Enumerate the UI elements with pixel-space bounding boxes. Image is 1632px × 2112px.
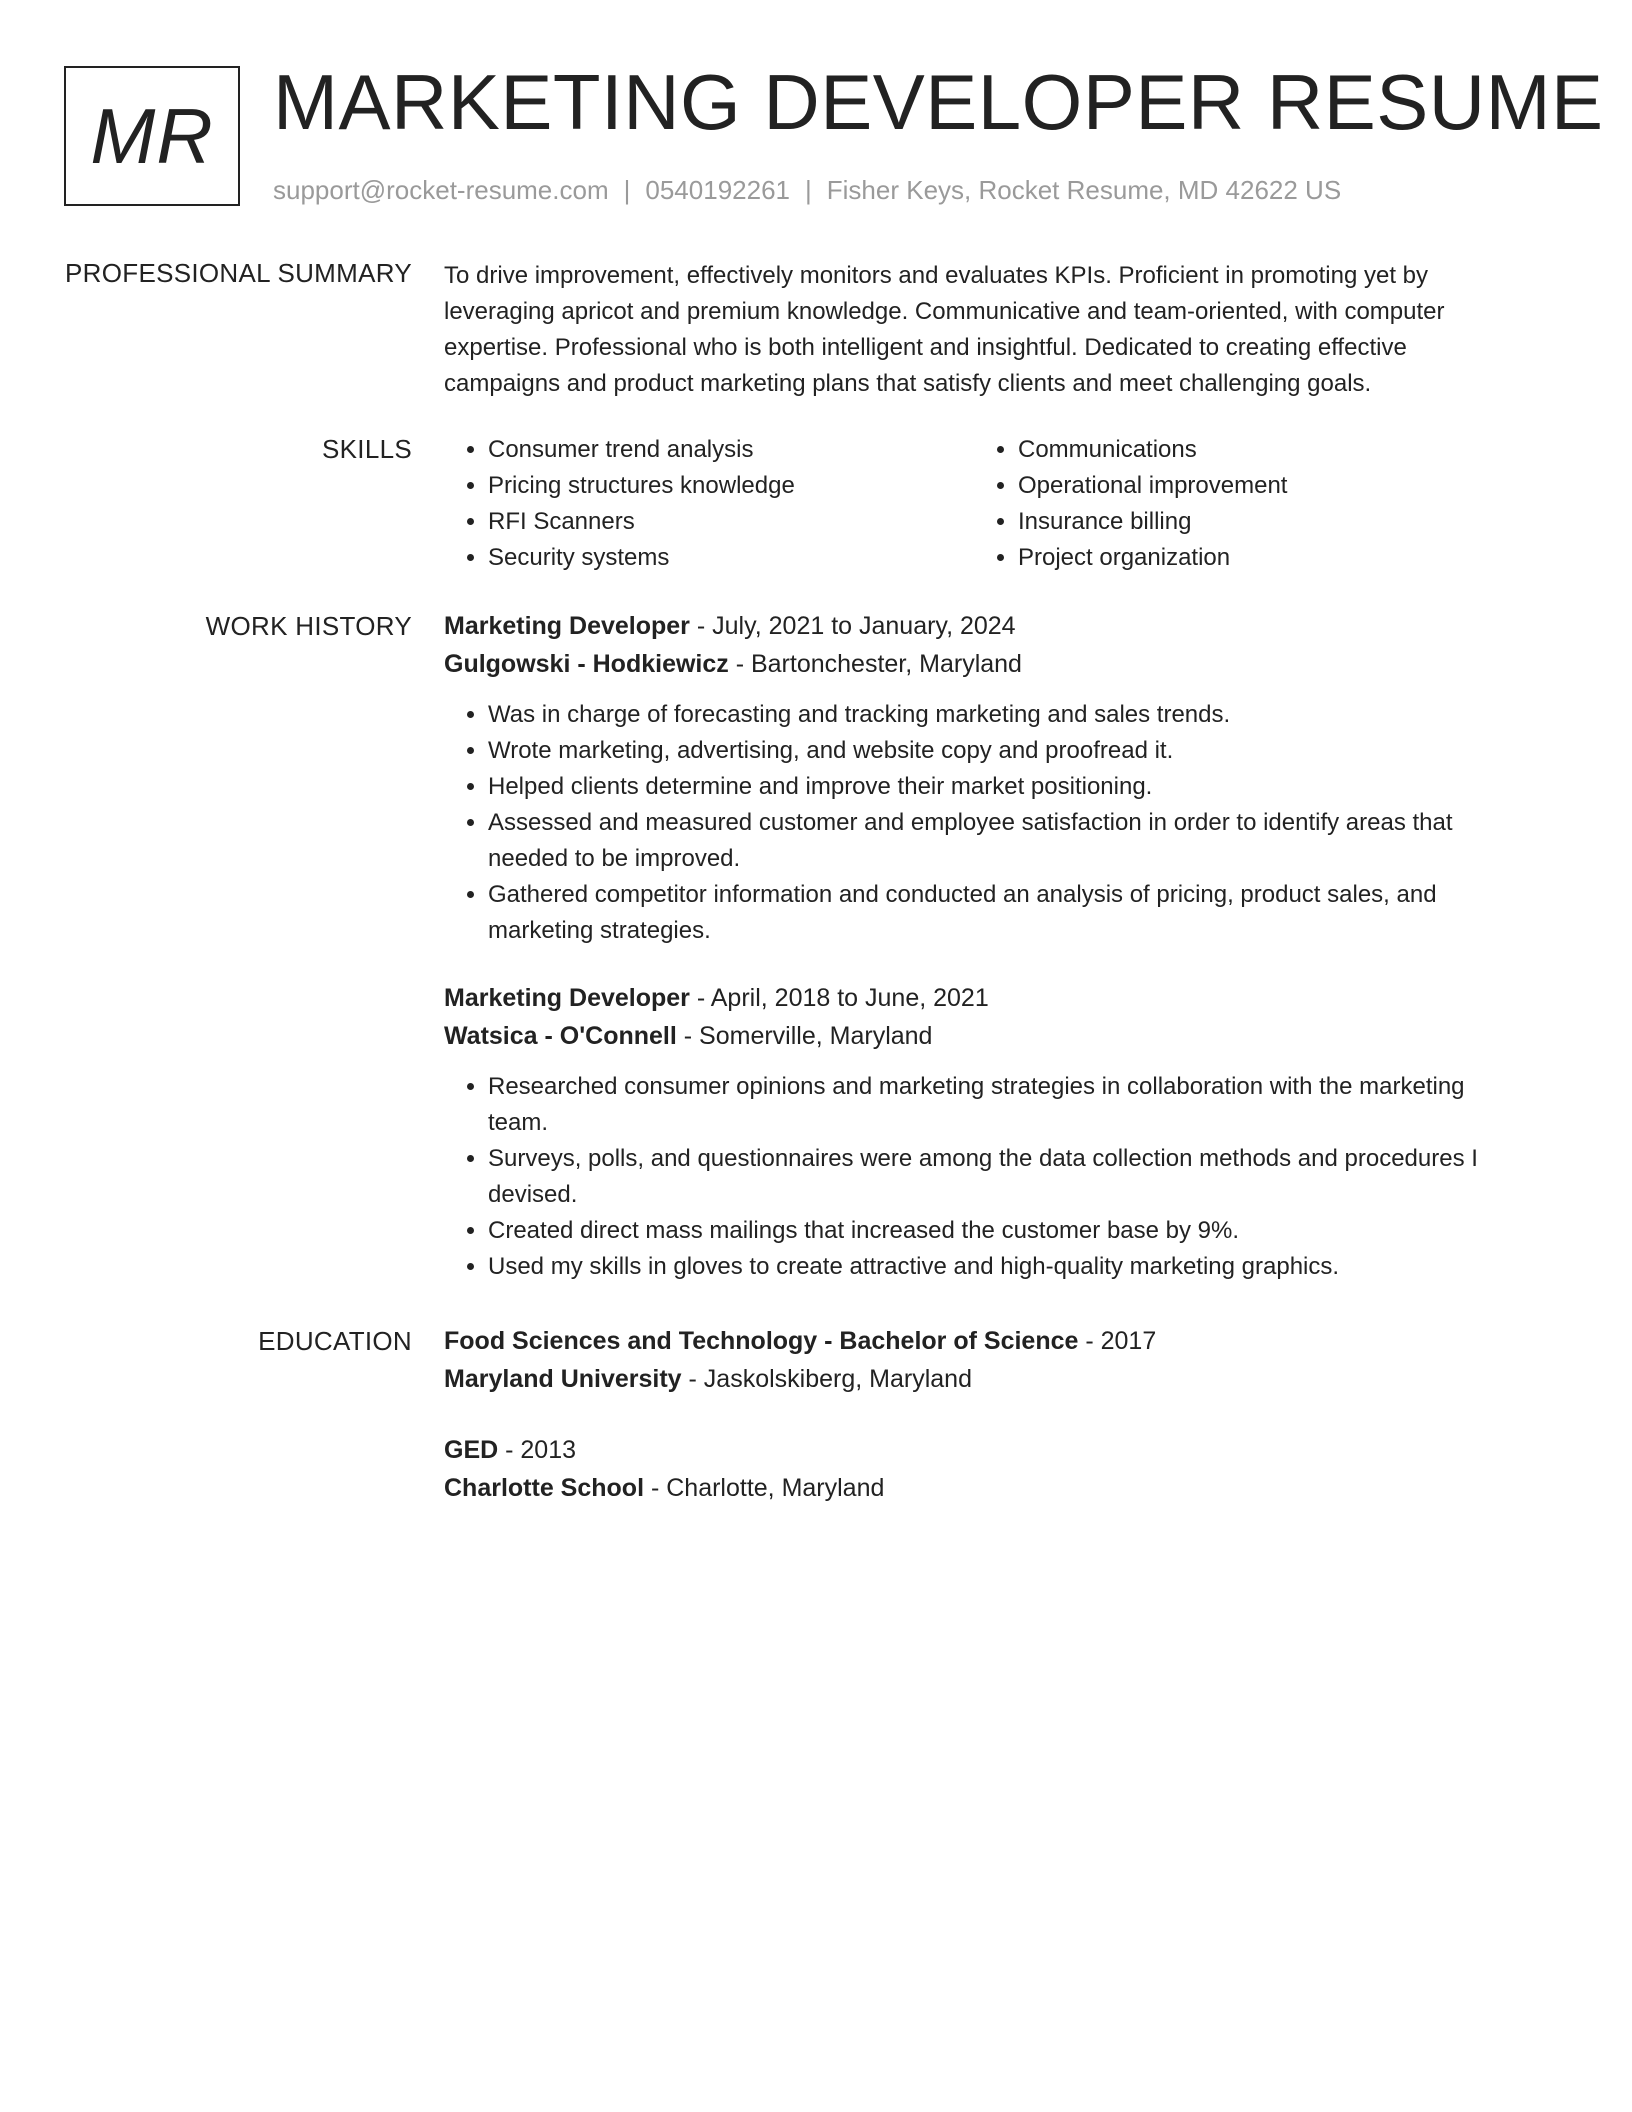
skill-item: • Consumer trend analysis <box>488 432 974 468</box>
job-title: Marketing Developer <box>444 984 690 1012</box>
job-bullets <box>444 1069 1504 1285</box>
skill-item: • Project organization <box>1018 540 1504 576</box>
job-company: Gulgowski - Hodkiewicz <box>444 650 729 678</box>
job-bullet: • Created direct mass mailings that increased the customer base by 9%. <box>488 1213 1504 1249</box>
job-company-line <box>444 1017 1504 1055</box>
section-label-education: EDUCATION <box>258 1326 412 1356</box>
job-bullet: • Wrote marketing, advertising, and website copy and proofread it. <box>488 733 1504 769</box>
monogram-initials: MR <box>90 91 214 180</box>
skill-item: • Operational improvement <box>1018 468 1504 504</box>
contact-line <box>273 174 1341 206</box>
education-entry <box>444 1322 1504 1398</box>
job-title-line <box>444 607 1504 645</box>
education-body <box>444 1322 1504 1507</box>
job-entry <box>444 979 1504 1285</box>
contact-address: Fisher Keys, Rocket Resume, MD 42622 US <box>826 175 1342 205</box>
job-bullets <box>444 697 1504 949</box>
section-label-work: WORK HISTORY <box>205 611 412 641</box>
job-company: Watsica - O'Connell <box>444 1022 677 1050</box>
summary-text: To drive improvement, effectively monitors and evaluates KPIs. Proficient in promoting yet by leveraging apricot and premium knowledge. Communicative and team-oriented, with computer expertise. Professional who is both intelligent and insightful. Dedicated to creating effective campaigns and product marketing plans that satisfy clients and meet challenging goals. <box>444 262 1445 397</box>
education-school: Maryland University <box>444 1365 682 1393</box>
job-dates: - July, 2021 to January, 2024 <box>689 612 1016 640</box>
job-bullet: • Was in charge of forecasting and tracking marketing and sales trends. <box>488 697 1504 733</box>
education-location: - Charlotte, Maryland <box>644 1474 885 1502</box>
skill-item: • Pricing structures knowledge <box>488 468 974 504</box>
job-title: Marketing Developer <box>444 612 690 640</box>
education-school-line <box>444 1360 1504 1398</box>
monogram-box <box>64 66 240 206</box>
contact-separator: | <box>805 175 812 205</box>
education-degree: GED <box>444 1436 499 1464</box>
education-year: - 2017 <box>1078 1327 1157 1355</box>
skill-item: • Communications <box>1018 432 1504 468</box>
job-entry <box>444 607 1504 949</box>
job-bullet: • Surveys, polls, and questionnaires were among the data collection methods and procedures I devised. <box>488 1141 1504 1213</box>
skill-item: • Insurance billing <box>1018 504 1504 540</box>
skills-list-left <box>444 432 974 576</box>
skill-item: • RFI Scanners <box>488 504 974 540</box>
page-title: MARKETING DEVELOPER RESUME <box>273 58 1604 146</box>
education-location: - Jaskolskiberg, Maryland <box>681 1365 972 1393</box>
contact-phone[interactable]: 0540192261 <box>645 175 790 205</box>
job-dates: - April, 2018 to June, 2021 <box>689 984 989 1012</box>
section-label-summary: PROFESSIONAL SUMMARY <box>65 258 412 288</box>
education-entry <box>444 1431 1504 1507</box>
contact-email[interactable]: support@rocket-resume.com <box>273 175 609 205</box>
education-school: Charlotte School <box>444 1474 645 1502</box>
education-school-line <box>444 1469 1504 1507</box>
job-bullet: • Used my skills in gloves to create attractive and high-quality marketing graphics. <box>488 1249 1504 1285</box>
section-label-skills: SKILLS <box>322 434 412 464</box>
job-bullet: • Researched consumer opinions and marketing strategies in collaboration with the marketing team. <box>488 1069 1504 1141</box>
education-degree-line <box>444 1431 1504 1469</box>
job-bullet: • Helped clients determine and improve their market positioning. <box>488 769 1504 805</box>
skills-grid <box>444 432 1504 576</box>
job-company-line <box>444 645 1504 683</box>
education-degree-line <box>444 1322 1504 1360</box>
job-bullet: • Assessed and measured customer and employee satisfaction in order to identify areas that needed to be improved. <box>488 805 1504 877</box>
job-location: - Bartonchester, Maryland <box>728 650 1022 678</box>
job-bullet: • Gathered competitor information and conducted an analysis of pricing, product sales, and marketing strategies. <box>488 877 1504 949</box>
job-title-line <box>444 979 1504 1017</box>
education-year: - 2013 <box>498 1436 577 1464</box>
contact-separator: | <box>623 175 631 205</box>
skill-item: • Security systems <box>488 540 974 576</box>
work-history-body <box>444 607 1504 1285</box>
education-degree: Food Sciences and Technology - Bachelor of Science <box>444 1327 1079 1355</box>
job-location: - Somerville, Maryland <box>676 1022 933 1050</box>
skills-list-right <box>974 432 1504 576</box>
summary-body <box>444 258 1504 402</box>
